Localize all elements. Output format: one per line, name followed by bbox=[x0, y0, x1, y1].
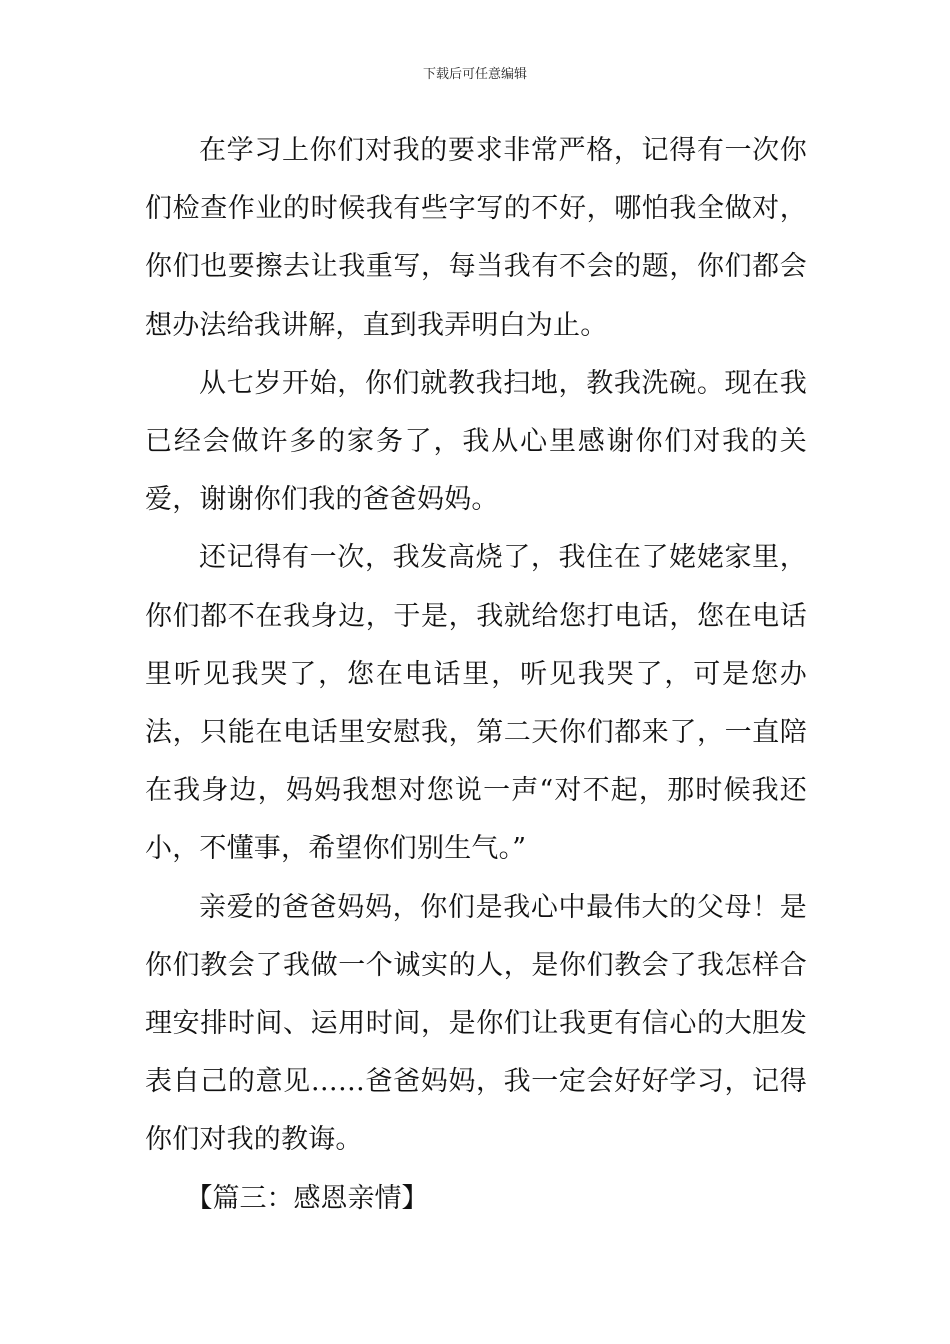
paragraph-gratitude: 亲爱的爸爸妈妈，你们是我心中最伟大的父母！是你们教会了我做一个诚实的人，是你们教会了我怎样合理安排时间、运用时间，是你们让我更有信心的大胆发表自己的意见……爸爸妈妈，我一定会好好学习，记得你们对我的教诲。 bbox=[145, 891, 807, 1156]
document-body bbox=[145, 122, 807, 1228]
paragraph-chores: 从七岁开始，你们就教我扫地，教我洗碗。现在我已经会做许多的家务了，我从心里感谢你们对我的关爱，谢谢你们我的爸爸妈妈。 bbox=[145, 367, 807, 516]
paragraph-study: 在学习上你们对我的要求非常严格，记得有一次你们检查作业的时候我有些字写的不好，哪怕我全做对，你们也要擦去让我重写，每当我有不会的题，你们都会想办法给我讲解，直到我弄明白为止。 bbox=[145, 135, 807, 341]
paragraph-fever: 还记得有一次，我发高烧了，我住在了姥姥家里，你们都不在我身边，于是，我就给您打电话，您在电话里听见我哭了，您在电话里，听见我哭了，可是您办法，只能在电话里安慰我，第二天你们都来了，一直陪在我身边，妈妈我想对您说一声“对不起，那时候我还小，不懂事，希望你们别生气。” bbox=[145, 542, 807, 865]
page-header: 下载后可任意编辑 bbox=[422, 67, 527, 82]
section-heading: 【篇三：感恩亲情】 bbox=[185, 1182, 429, 1214]
